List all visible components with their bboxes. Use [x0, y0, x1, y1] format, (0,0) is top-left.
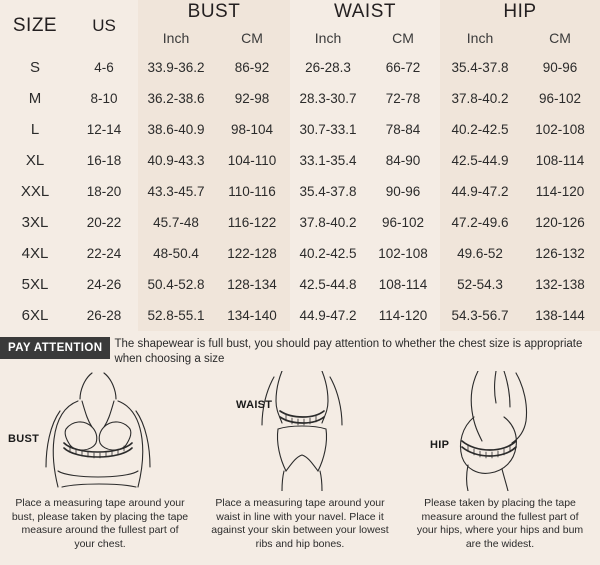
table-row [0, 114, 600, 145]
cell-size: S [29, 59, 40, 76]
cell-size: 5XL [21, 276, 49, 293]
cell-us: 18-20 [86, 184, 122, 199]
cell-bust-inch: 50.4-52.8 [138, 269, 214, 300]
cell-waist-inch: 28.3-30.7 [299, 91, 357, 106]
cell-waist-inch: 33.1-35.4 [299, 153, 357, 168]
cell-hip-cm: 114-120 [520, 176, 600, 207]
header-group-hip: HIP [440, 0, 600, 24]
cell-size: XL [25, 152, 45, 169]
table-row [0, 145, 600, 176]
cell-hip-cm: 108-114 [520, 145, 600, 176]
cell-waist-cm: 108-114 [378, 277, 428, 292]
cell-waist-cm: 66-72 [385, 60, 421, 75]
cell-waist-cm: 78-84 [385, 122, 421, 137]
figure-waist-caption: Place a measuring tape around your waist in line with your navel. Place it against your skin between your lowest ribs and hip bones. [211, 497, 389, 550]
cell-bust-inch: 43.3-45.7 [138, 176, 214, 207]
cell-us: 26-28 [86, 308, 122, 323]
cell-hip-inch: 49.6-52 [440, 238, 520, 269]
cell-waist-inch: 40.2-42.5 [299, 246, 357, 261]
cell-us: 4-6 [94, 60, 114, 75]
cell-us: 16-18 [86, 153, 122, 168]
cell-waist-cm: 114-120 [378, 308, 428, 323]
cell-us: 20-22 [86, 215, 122, 230]
figure-bust-caption: Place a measuring tape around your bust, please taken by placing the tape measure around the fullest part of your chest. [11, 497, 189, 550]
figure-waist-label: WAIST [236, 399, 273, 411]
pay-attention-badge: PAY ATTENTION [0, 337, 110, 359]
header-group-bust: BUST [138, 0, 290, 24]
bust-figure-icon [0, 371, 200, 491]
cell-us: 22-24 [86, 246, 122, 261]
cell-bust-cm: 122-128 [214, 238, 290, 269]
cell-us: 12-14 [86, 122, 122, 137]
cell-hip-inch: 52-54.3 [440, 269, 520, 300]
cell-size: M [28, 90, 42, 107]
cell-hip-cm: 96-102 [520, 83, 600, 114]
cell-hip-inch: 35.4-37.8 [440, 52, 520, 83]
cell-bust-cm: 86-92 [214, 52, 290, 83]
figure-waist [200, 371, 400, 551]
cell-waist-inch: 37.8-40.2 [299, 215, 357, 230]
cell-waist-cm: 72-78 [385, 91, 421, 106]
cell-waist-inch: 26-28.3 [305, 60, 351, 75]
header-hip-inch: Inch [440, 24, 520, 52]
cell-hip-inch: 47.2-49.6 [440, 207, 520, 238]
table-row [0, 176, 600, 207]
table-header-groups [0, 0, 600, 24]
hip-illustration [400, 371, 600, 491]
cell-hip-cm: 102-108 [520, 114, 600, 145]
table-row [0, 207, 600, 238]
cell-hip-inch: 42.5-44.9 [440, 145, 520, 176]
figure-hip-label: HIP [430, 439, 450, 451]
waist-illustration [200, 371, 400, 491]
cell-hip-inch: 54.3-56.7 [440, 300, 520, 331]
cell-bust-cm: 110-116 [214, 176, 290, 207]
cell-bust-inch: 33.9-36.2 [138, 52, 214, 83]
figure-bust-label: BUST [8, 433, 40, 445]
cell-waist-inch: 44.9-47.2 [299, 308, 357, 323]
cell-hip-cm: 138-144 [520, 300, 600, 331]
cell-bust-inch: 38.6-40.9 [138, 114, 214, 145]
hip-figure-icon [400, 371, 600, 491]
cell-bust-inch: 45.7-48 [138, 207, 214, 238]
header-bust-cm: CM [214, 24, 290, 52]
cell-us: 24-26 [86, 277, 122, 292]
cell-waist-cm: 90-96 [385, 184, 421, 199]
figure-bust [0, 371, 200, 551]
cell-size: 4XL [21, 245, 49, 262]
cell-hip-cm: 132-138 [520, 269, 600, 300]
table-row [0, 52, 600, 83]
measurement-figures [0, 371, 600, 551]
header-size: SIZE [12, 15, 58, 36]
cell-waist-cm: 96-102 [381, 215, 425, 230]
figure-hip [400, 371, 600, 551]
header-hip-cm: CM [520, 24, 600, 52]
cell-size: XXL [20, 183, 50, 200]
cell-waist-cm: 84-90 [385, 153, 421, 168]
cell-bust-cm: 116-122 [214, 207, 290, 238]
cell-us: 8-10 [90, 91, 118, 106]
table-row [0, 269, 600, 300]
cell-bust-cm: 98-104 [214, 114, 290, 145]
cell-bust-inch: 52.8-55.1 [138, 300, 214, 331]
footer-strip [0, 553, 600, 565]
cell-waist-inch: 42.5-44.8 [299, 277, 357, 292]
cell-hip-inch: 40.2-42.5 [440, 114, 520, 145]
table-row [0, 83, 600, 114]
cell-bust-cm: 92-98 [214, 83, 290, 114]
header-bust-inch: Inch [138, 24, 214, 52]
header-us: US [92, 16, 116, 35]
cell-bust-cm: 104-110 [214, 145, 290, 176]
cell-bust-cm: 134-140 [214, 300, 290, 331]
cell-bust-inch: 40.9-43.3 [138, 145, 214, 176]
cell-bust-inch: 48-50.4 [138, 238, 214, 269]
cell-bust-inch: 36.2-38.6 [138, 83, 214, 114]
cell-hip-cm: 90-96 [520, 52, 600, 83]
cell-hip-inch: 37.8-40.2 [440, 83, 520, 114]
cell-size: L [30, 121, 40, 138]
cell-bust-cm: 128-134 [214, 269, 290, 300]
header-waist-inch: Inch [314, 30, 342, 46]
cell-size: 3XL [21, 214, 49, 231]
figure-hip-caption: Please taken by placing the tape measure around the fullest part of your hips, where your hips and bum are the widest. [416, 497, 584, 550]
table-row [0, 238, 600, 269]
cell-hip-cm: 126-132 [520, 238, 600, 269]
pay-attention-text: The shapewear is full bust, you should pay attention to whether the chest size is appropriate when choosing a size [114, 338, 583, 365]
pay-attention-bar [0, 331, 600, 367]
table-row [0, 300, 600, 331]
cell-waist-inch: 35.4-37.8 [299, 184, 357, 199]
header-group-waist: WAIST [334, 1, 396, 22]
waist-figure-icon [200, 371, 400, 491]
cell-waist-cm: 102-108 [378, 246, 428, 261]
cell-size: 6XL [21, 307, 49, 324]
cell-hip-cm: 120-126 [520, 207, 600, 238]
header-waist-cm: CM [392, 30, 414, 46]
bust-illustration [0, 371, 200, 491]
cell-hip-inch: 44.9-47.2 [440, 176, 520, 207]
cell-waist-inch: 30.7-33.1 [299, 122, 357, 137]
